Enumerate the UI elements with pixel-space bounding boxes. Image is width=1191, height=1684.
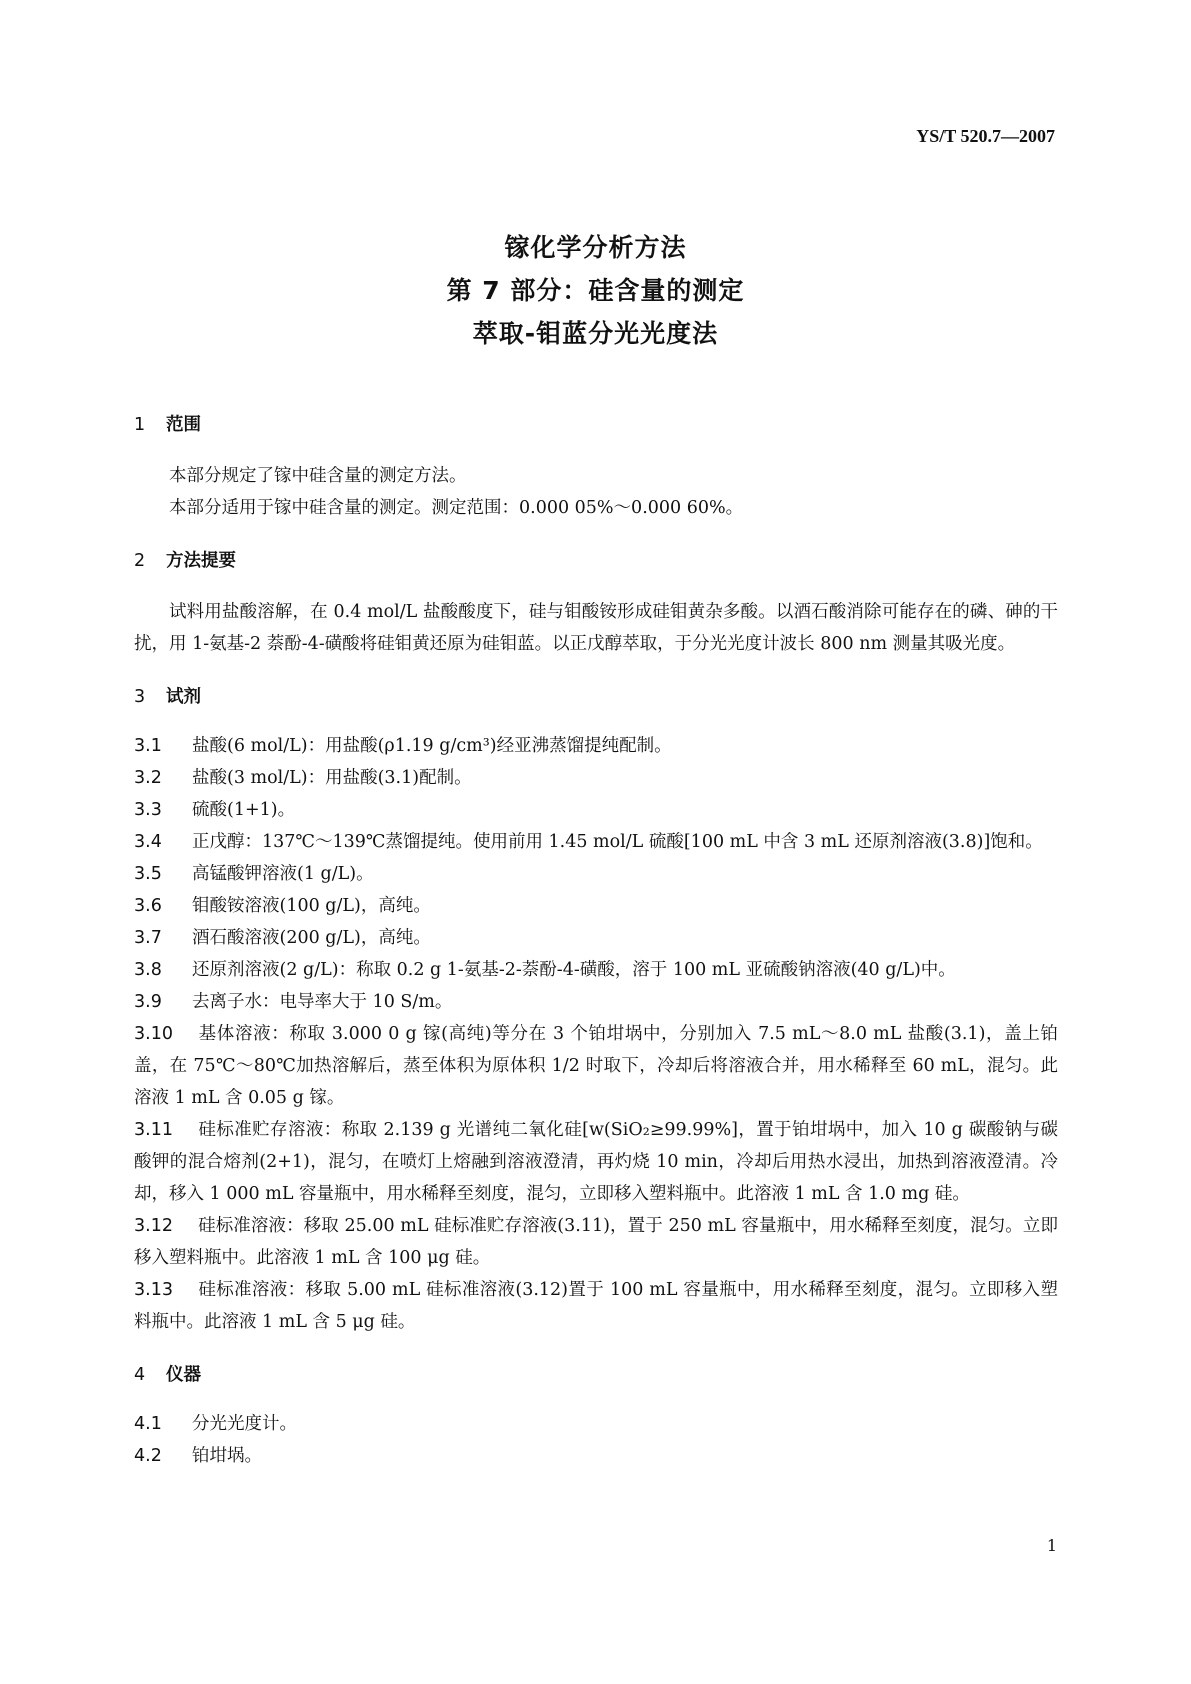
section-heading-apparatus — [134, 1360, 1058, 1390]
item-text: 去离子水：电导率大于 10 S/m。 — [192, 992, 453, 1012]
reagent-item — [134, 1274, 1058, 1338]
reagent-item — [134, 826, 1058, 858]
item-text: 正戊醇：137℃～139℃蒸馏提纯。使用前用 1.45 mol/L 硫酸[100 mL 中含 3 mL 还原剂溶液(3.8)]饱和。 — [192, 832, 1043, 852]
item-text: 高锰酸钾溶液(1 g/L)。 — [192, 864, 374, 884]
reagent-item — [134, 954, 1058, 986]
item-number: 3.10 — [134, 1024, 173, 1044]
item-number: 3.6 — [134, 896, 162, 916]
item-text: 还原剂溶液(2 g/L)：称取 0.2 g 1-氨基-2-萘酚-4-磺酸，溶于 100 mL 亚硫酸钠溶液(40 g/L)中。 — [192, 960, 956, 980]
page-number: 1 — [1046, 1536, 1057, 1555]
reagent-item — [134, 1210, 1058, 1274]
item-number: 3.13 — [134, 1280, 173, 1300]
item-text: 铂坩埚。 — [192, 1446, 262, 1466]
reagent-item — [134, 762, 1058, 794]
section-title: 仪器 — [166, 1365, 201, 1385]
reagent-item — [134, 794, 1058, 826]
item-text: 酒石酸溶液(200 g/L)，高纯。 — [192, 928, 431, 948]
section-heading-scope — [134, 410, 1058, 440]
apparatus-list — [134, 1408, 1058, 1472]
reagent-item — [134, 1114, 1058, 1210]
item-text: 硅标准溶液：移取 5.00 mL 硅标准溶液(3.12)置于 100 mL 容量瓶中，用水稀释至刻度，混匀。立即移入塑料瓶中。此溶液 1 mL 含 5 μg 硅。 — [134, 1280, 1058, 1332]
item-text: 硅标准贮存溶液：称取 2.139 g 光谱纯二氧化硅[w(SiO₂≥99.99%]，置于铂坩埚中，加入 10 g 碳酸钠与碳酸钾的混合熔剂(2+1)，混匀，在喷灯上熔融到溶液澄清，再灼烧 10 min，冷却后用热水浸出，加热到溶液澄清。冷却，移入 1 000 mL 容量瓶中，用水稀释至刻度，混匀，立即移入塑料瓶中。此溶液 1 mL 含 1.0 mg 硅。 — [134, 1120, 1058, 1204]
section-number: 1 — [134, 415, 146, 435]
reagent-list — [134, 730, 1058, 1338]
item-text: 盐酸(3 mol/L)：用盐酸(3.1)配制。 — [192, 768, 472, 788]
reagent-item — [134, 890, 1058, 922]
apparatus-item — [134, 1440, 1058, 1472]
item-number: 3.3 — [134, 800, 162, 820]
reagent-item — [134, 922, 1058, 954]
section-number: 2 — [134, 551, 146, 571]
title-line-2: 第 7 部分：硅含量的测定 — [446, 276, 745, 305]
item-number: 4.2 — [134, 1446, 162, 1466]
item-number: 3.12 — [134, 1216, 173, 1236]
reagent-item — [134, 858, 1058, 890]
section-heading-principle — [134, 546, 1058, 576]
section-heading-reagents — [134, 682, 1058, 712]
scope-paragraph-1: 本部分规定了镓中硅含量的测定方法。 — [169, 466, 467, 486]
principle-paragraph: 试料用盐酸溶解，在 0.4 mol/L 盐酸酸度下，硅与钼酸铵形成硅钼黄杂多酸。以酒石酸消除可能存在的磷、砷的干扰，用 1-氨基-2 萘酚-4-磺酸将硅钼黄还原为硅钼蓝。以正戊醇萃取，于分光光度计波长 800 nm 测量其吸光度。 — [134, 602, 1058, 654]
scope-paragraph-2: 本部分适用于镓中硅含量的测定。测定范围：0.000 05%～0.000 60%。 — [169, 498, 744, 518]
item-number: 3.2 — [134, 768, 162, 788]
section-title: 范围 — [166, 415, 201, 435]
document-body — [134, 410, 1058, 1472]
reagent-item — [134, 986, 1058, 1018]
item-number: 3.9 — [134, 992, 162, 1012]
item-number: 4.1 — [134, 1414, 162, 1434]
item-text: 硫酸(1+1)。 — [192, 800, 296, 820]
principle-paragraphs — [134, 596, 1058, 660]
item-text: 分光光度计。 — [192, 1414, 297, 1434]
item-number: 3.1 — [134, 736, 162, 756]
item-number: 3.4 — [134, 832, 162, 852]
section-number: 3 — [134, 687, 146, 707]
item-number: 3.11 — [134, 1120, 173, 1140]
item-number: 3.7 — [134, 928, 162, 948]
reagent-item — [134, 730, 1058, 762]
title-line-3: 萃取-钼蓝分光光度法 — [472, 319, 719, 348]
item-number: 3.5 — [134, 864, 162, 884]
item-text: 钼酸铵溶液(100 g/L)，高纯。 — [192, 896, 431, 916]
document-title — [0, 226, 1191, 355]
item-text: 硅标准溶液：移取 25.00 mL 硅标准贮存溶液(3.11)，置于 250 mL 容量瓶中，用水稀释至刻度，混匀。立即移入塑料瓶中。此溶液 1 mL 含 100 μg 硅。 — [134, 1216, 1058, 1268]
apparatus-item — [134, 1408, 1058, 1440]
section-title: 方法提要 — [166, 551, 236, 571]
scope-paragraphs — [134, 460, 1058, 524]
item-text: 盐酸(6 mol/L)：用盐酸(ρ1.19 g/cm³)经亚沸蒸馏提纯配制。 — [192, 736, 672, 756]
reagent-item — [134, 1018, 1058, 1114]
standard-code: YS/T 520.7—2007 — [916, 126, 1055, 146]
item-number: 3.8 — [134, 960, 162, 980]
item-text: 基体溶液：称取 3.000 0 g 镓(高纯)等分在 3 个铂坩埚中，分别加入 7.5 mL～8.0 mL 盐酸(3.1)，盖上铂盖，在 75℃～80℃加热溶解后，蒸至体积为原体积 1/2 时取下，冷却后将溶液合并，用水稀释至 60 mL，混匀。此溶液 1 mL 含 0.05 g 镓。 — [134, 1024, 1058, 1108]
section-title: 试剂 — [166, 687, 201, 707]
title-line-1: 镓化学分析方法 — [504, 233, 687, 262]
section-number: 4 — [134, 1365, 146, 1385]
